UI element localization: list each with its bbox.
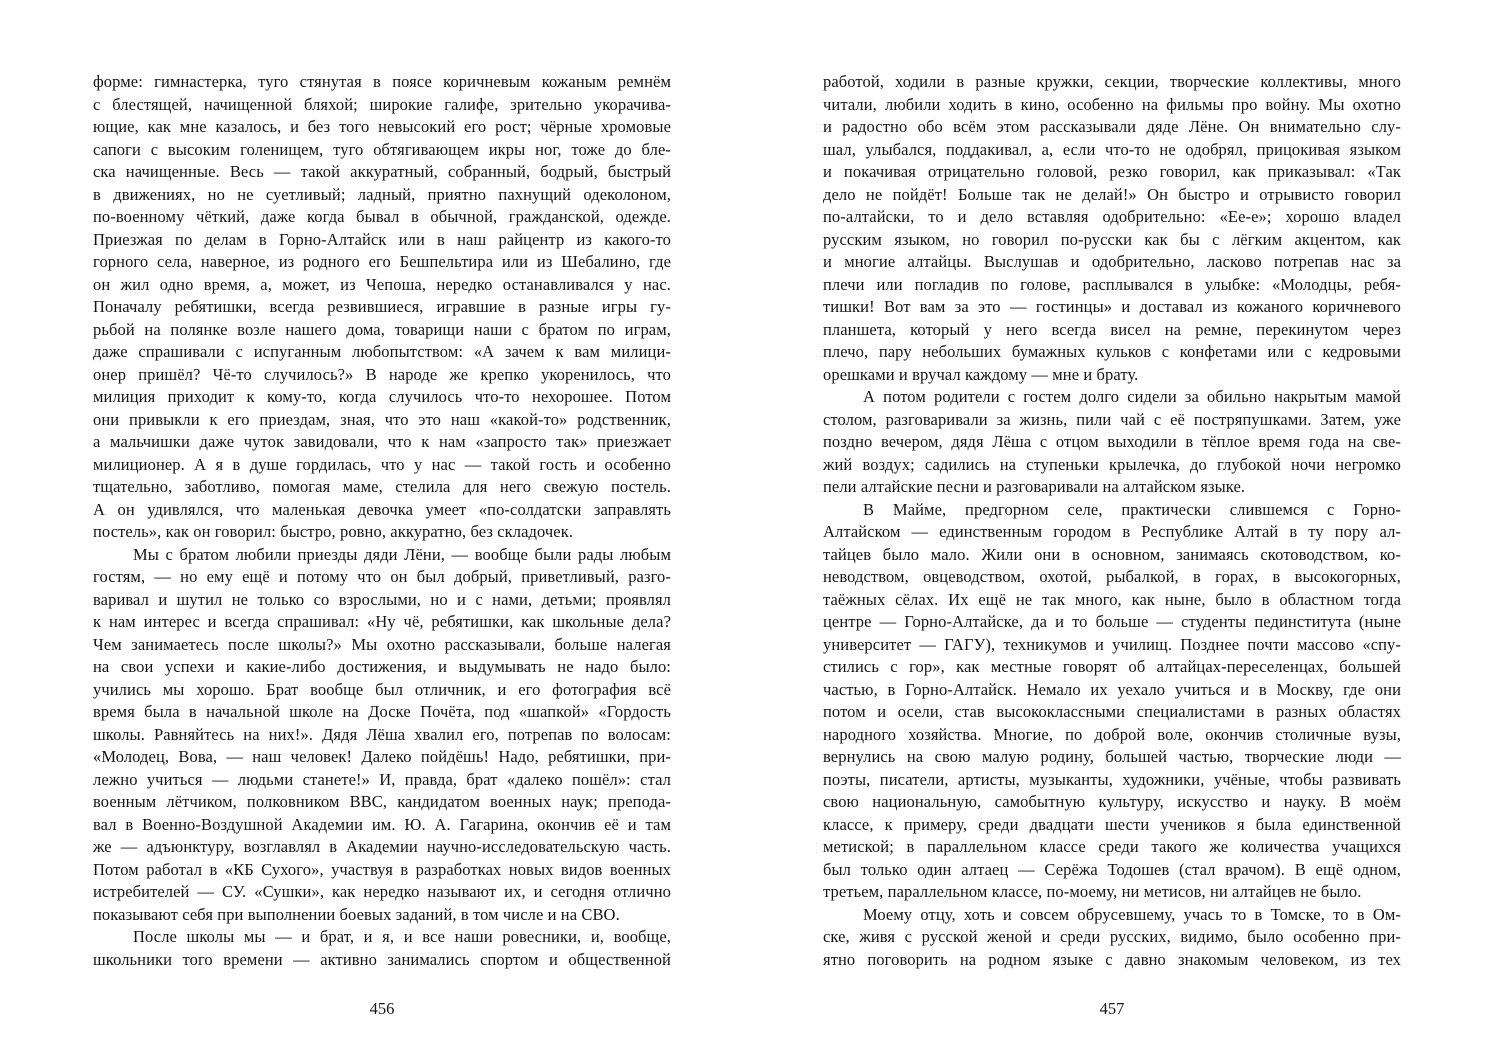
text-line: центре — Горно-Алтайске, да и то больше — студенты пединститута (ныне (823, 612, 1401, 631)
text-line: А он удивлялся, что маленькая девочка умеет «по-солдатски заправлять (93, 499, 671, 519)
text-line: с блестящей, начищенной бляхой; широкие галифе, зрительно укорачива- (93, 94, 671, 114)
text-line: по-военному чёткий, даже когда бывал в обычной, гражданской, одежде. (93, 207, 671, 226)
text-line: русским языком, но говорил по-русски как бы с лёгким акцентом, как (823, 229, 1401, 249)
text-line: в движениях, но не суетливый; ладный, приятно пахнущий одеколоном, (93, 184, 671, 204)
text-line: постель», как он говорил: быстро, ровно, аккуратно, без складочек. (93, 522, 574, 541)
text-line: к нам интерес и всегда спрашивал: «Ну чё, ребятишки, как школьные дела? (93, 612, 671, 631)
text-line: был только один алтаец — Серёжа Тодошев (стал врачом). В ещё одном, (823, 859, 1401, 879)
text-line: дело не пойдёт! Больше так не делай!» Он быстро и отрывисто говорил (823, 184, 1401, 204)
text-line: он жил одно время, а, может, из Чепоша, нередко останавливался у нас. (93, 274, 671, 294)
text-line: Моему отцу, хоть и совсем обрусевшему, учась то в Томске, то в Ом- (863, 904, 1401, 924)
text-line: третьем, параллельном классе, по-моему, ни метисов, ни алтайцев не было. (823, 882, 1362, 901)
text-line: а мальчишки даже чуток завидовали, что к нам «запросто так» приезжает (93, 432, 671, 451)
text-line: учились мы хорошо. Брат вообще был отличник, и его фотография всё (93, 679, 671, 699)
text-line: тщательно, заботливо, помогая маме, стелила для него свежую постель. (93, 477, 671, 496)
text-line: истребителей — СУ. «Сушки», как нередко называют их, и сегодня отлично (93, 882, 671, 901)
text-line: гостям, — но ему ещё и потому что он был добрый, приветливый, разго- (93, 567, 671, 586)
text-line: вал в Военно-Воздушной Академии им. Ю. А. Гагарина, окончив её и там (93, 814, 671, 834)
text-line: ске, живя с русской женой и среди русских, видимо, было особенно при- (823, 927, 1401, 946)
text-line: показывают себя при выполнении боевых заданий, в том числе и на СВО. (93, 904, 620, 924)
text-line: Алтайском — единственным городом в Республике Алтай в ту пору ал- (823, 522, 1401, 541)
text-line: и покачивая отрицательно головой, резко говорил, как приказывал: «Так (823, 162, 1401, 181)
text-line: таёжных сёлах. Их ещё не так много, как ныне, было в областном тогда (823, 589, 1401, 609)
text-line: частью, в Горно-Алтайск. Немало их уехало учиться и в Москву, где они (823, 679, 1401, 699)
text-line: стились с гор», как местные говорят об алтайцах-переселенцах, большей (823, 657, 1401, 676)
text-line: по-алтайски, то и дело вставляя одобрительно: «Ее-е»; хорошо владел (823, 207, 1401, 226)
text-line: рьбой на полянке возле нашего дома, товарищи наши с братом по играм, (93, 319, 671, 339)
text-line: поздно вечером, дядя Лёша с отцом выходили в тёплое время года на све- (823, 432, 1401, 451)
text-line: планшета, который у него всегда висел на ремне, перекинутом через (823, 319, 1401, 339)
text-line: школьники того времени — активно занимались спортом и общественной (93, 949, 671, 969)
text-line: После школы мы — и брат, и я, и все наши ровесники, и, вообще, (133, 927, 671, 946)
text-line: на свои успехи и какие-либо достижения, и выдумывать не надо было: (93, 657, 671, 676)
text-line: В Майме, предгорном селе, практически слившемся с Горно- (863, 499, 1401, 519)
text-line: поэты, писатели, артисты, музыканты, художники, учёные, чтобы развивать (823, 769, 1401, 789)
text-line: столом, разговаривали за жизнь, пили чай с её постряпушками. Затем, уже (823, 409, 1401, 429)
text-line: военным лётчиком, полковником ВВС, кандидатом военных наук; препода- (93, 792, 671, 811)
text-line: и многие алтайцы. Выслушав и одобрительно, ласково потрепав нас за (823, 252, 1401, 271)
text-line: жий воздух; садились на ступеньки крылечка, до глубокой ночи негромко (823, 454, 1401, 474)
text-line: плечо, пару небольших бумажных кульков с конфетами или с кедровыми (823, 342, 1401, 361)
text-line: Мы с братом любили приезды дяди Лёни, — вообще были рады любым (133, 544, 671, 564)
text-line: форме: гимнастерка, туго стянутая в поясе коричневым кожаным ремнём (93, 72, 671, 91)
text-line: Приезжая по делам в Горно-Алтайск или в наш райцентр из какого-то (93, 229, 671, 249)
page-number: 456 (369, 999, 395, 1018)
text-line: тайцев было мало. Жили они в основном, занимаясь скотоводством, ко- (823, 544, 1401, 564)
text-line: время была в начальной школе на Доске Почёта, под «шапкой» «Гордость (93, 702, 671, 721)
text-line: милиционер. А я в душе гордилась, что у нас — такой гость и особенно (93, 454, 671, 474)
text-line: народного хозяйства. Многие, по доброй воле, окончив столичные вузы, (823, 724, 1401, 744)
text-line: читали, любили ходить в кино, особенно на фильмы про войну. Мы охотно (823, 94, 1401, 114)
text-line: университет — ГАГУ), техникумов и училищ. Позднее почти массово «спу- (823, 634, 1401, 654)
text-line: Чем занимаетесь после школы?» Мы охотно рассказывали, больше налегая (93, 634, 671, 654)
text-line: шал, улыбался, поддакивал, а, если что-то не одобрял, прицокивая языком (823, 139, 1401, 159)
text-line: потом и осели, став высококлассными специалистами в разных областях (823, 702, 1401, 721)
text-line: онер пришёл? Чё-то случилось?» В народе же крепко укоренилось, что (93, 364, 671, 384)
text-line: лежно учиться — людьми станете!» И, правда, брат «далеко пошёл»: стал (93, 769, 671, 789)
text-line: классе, к примеру, среди двадцати шести учеников я была единственной (823, 814, 1401, 834)
text-line: сапоги с высоким голенищем, туго обтягивающем икры ног, тоже до бле- (93, 139, 671, 159)
text-line: вернулись на свою малую родину, большей частью, творческие люди — (823, 747, 1401, 766)
text-line: свою национальную, самобытную культуру, искусство и науку. В моём (823, 792, 1401, 811)
page-number: 457 (1099, 999, 1125, 1018)
text-line: они привыкли к его приездам, зная, что это наш «какой-то» родственник, (93, 409, 671, 429)
text-line: школы. Равняйтесь на них!». Дядя Лёша хвалил его, потрепав по волосам: (93, 724, 671, 744)
page-left (93, 71, 671, 1031)
text-line: ющие, как мне казалось, и без того невысокий его рост; чёрные хромовые (93, 117, 671, 136)
text-line: А потом родители с гостем долго сидели за обильно накрытым мамой (863, 387, 1401, 406)
text-line: тишки! Вот вам за это — гостинцы» и доставал из кожаного коричневого (823, 297, 1401, 316)
text-line: Потом работал в «КБ Сухого», участвуя в разработках новых видов военных (93, 859, 671, 879)
text-line: и радостно обо всём этом рассказывали дяде Лёне. Он внимательно слу- (823, 117, 1401, 136)
text-line: ска начищенные. Весь — такой аккуратный, собранный, бодрый, быстрый (93, 162, 671, 181)
text-line: ятно поговорить на родном языке с давно знакомым человеком, из тех (823, 949, 1401, 969)
text-line: Поначалу ребятишки, всегда резвившиеся, игравшие в разные игры гу- (93, 297, 671, 316)
text-block (823, 71, 1401, 971)
text-line: пели алтайские песни и разговаривали на алтайском языке. (823, 477, 1246, 496)
text-line: горного села, наверное, из родного его Бешпельтира или из Шебалино, где (93, 252, 671, 271)
text-line: орешками и вручал каждому — мне и брату. (823, 364, 1139, 384)
page-right (823, 71, 1401, 1031)
text-line: «Молодец, Вова, — наш человек! Далеко пойдёшь! Надо, ребятишки, при- (93, 747, 671, 766)
text-line: метиской; в параллельном классе среди такого же количества учащихся (823, 837, 1401, 856)
text-line: неводством, овцеводством, охотой, рыбалкой, в горах, в высокогорных, (823, 567, 1401, 586)
text-line: даже спрашивали с испуганным любопытством: «А зачем к вам милици- (93, 342, 671, 361)
text-line: милиция приходит к кому-то, когда случилось что-то нехорошее. Потом (93, 387, 671, 406)
text-block (93, 71, 671, 971)
text-line: варивал и шутил не только со взрослыми, но и с нами, детьми; проявлял (93, 589, 671, 609)
text-line: работой, ходили в разные кружки, секции, творческие коллективы, много (823, 72, 1401, 91)
text-line: же — адъюнктуру, возглавлял в Академии научно-исследовательскую часть. (93, 837, 671, 856)
text-line: плечи или погладив по голове, расплывался в улыбке: «Молодцы, ребя- (823, 274, 1401, 294)
